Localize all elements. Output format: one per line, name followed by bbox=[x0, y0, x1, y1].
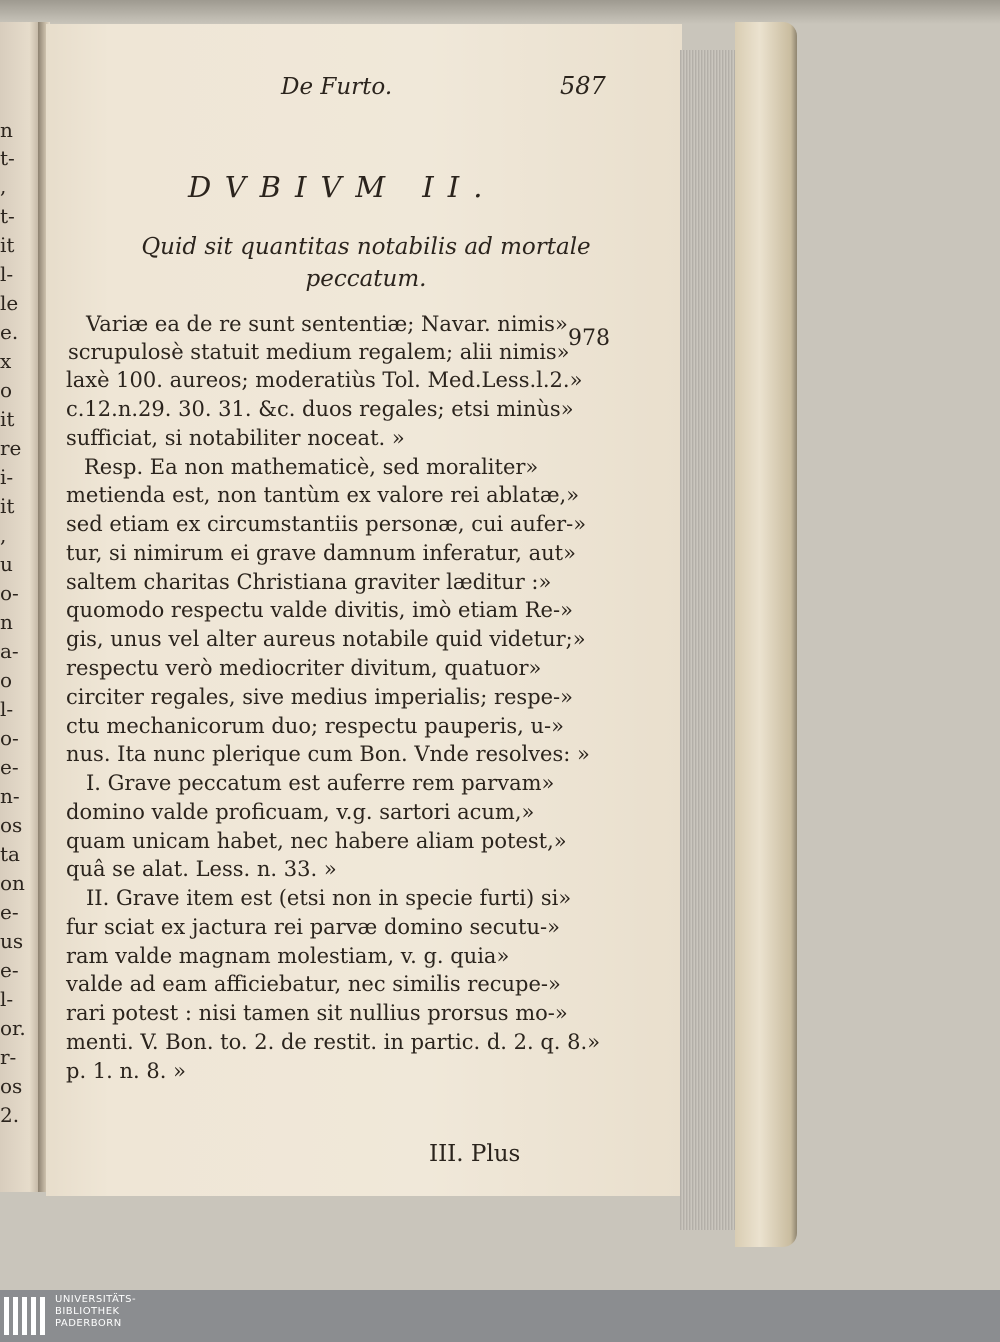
text-line: quâ se alat. Less. n. 33. » bbox=[66, 857, 337, 881]
text-line: rari potest : nisi tamen sit nullius prorsus mo-» bbox=[66, 1001, 568, 1025]
left-page-fragment: o bbox=[0, 668, 13, 692]
left-page-fragment: n bbox=[0, 610, 13, 634]
left-page-fragment: t- bbox=[0, 204, 15, 228]
left-page-fragment: u bbox=[0, 552, 13, 576]
left-page-fragment: a- bbox=[0, 639, 19, 663]
page-number: 587 bbox=[560, 72, 606, 100]
text-line: quam unicam habet, nec habere aliam potest,» bbox=[66, 829, 567, 853]
text-line: ctu mechanicorum duo; respectu pauperis, u-» bbox=[66, 714, 564, 738]
left-page-fragment: t- bbox=[0, 146, 15, 170]
library-name-line-1: UNIVERSITÄTS- bbox=[55, 1294, 137, 1305]
text-line: p. 1. n. 8. » bbox=[66, 1059, 186, 1083]
text-line: respectu verò mediocriter divitum, quatuor» bbox=[66, 656, 542, 680]
library-footer bbox=[0, 1290, 1000, 1342]
left-page-fragment: e. bbox=[0, 320, 19, 344]
section-subtitle: Quid sit quantitas notabilis ad mortale peccatum. bbox=[141, 234, 591, 292]
book-cover-edge bbox=[735, 22, 797, 1247]
text-line: circiter regales, sive medius imperialis; respe-» bbox=[66, 685, 574, 709]
library-name bbox=[55, 1294, 136, 1330]
text-line: Resp. Ea non mathematicè, sed moraliter» bbox=[84, 455, 539, 479]
book-top-shadow bbox=[0, 0, 1000, 24]
left-page-fragment: os bbox=[0, 1074, 23, 1098]
left-page-fragment: o- bbox=[0, 581, 19, 605]
page-edges bbox=[680, 50, 742, 1230]
left-page-fragment: , bbox=[0, 523, 7, 547]
left-page-fragment: it bbox=[0, 407, 15, 431]
text-line: valde ad eam afficiebatur, nec similis recupe-» bbox=[66, 972, 561, 996]
left-page-fragment: or. bbox=[0, 1016, 26, 1040]
left-page-fragment: 2. bbox=[0, 1103, 20, 1127]
text-line: quomodo respectu valde divitis, imò etiam Re-» bbox=[66, 598, 573, 622]
left-page-fragment: it bbox=[0, 494, 15, 518]
left-page-fragment: , bbox=[0, 174, 7, 198]
left-page-fragment: r- bbox=[0, 1045, 17, 1069]
left-page-fragment: ta bbox=[0, 842, 20, 866]
text-line: sed etiam ex circumstantiis personæ, cui aufer-» bbox=[66, 512, 587, 536]
left-page-fragment: l- bbox=[0, 987, 14, 1011]
text-line: I. Grave peccatum est auferre rem parvam» bbox=[86, 771, 555, 795]
text-line: scrupulosè statuit medium regalem; alii nimis» bbox=[68, 340, 570, 364]
left-page-fragment: it bbox=[0, 233, 15, 257]
text-line: Variæ ea de re sunt sententiæ; Navar. nimis» bbox=[86, 312, 568, 336]
left-page-fragment: os bbox=[0, 813, 23, 837]
library-name-line-2: BIBLIOTHEK bbox=[55, 1306, 120, 1317]
left-page-fragment: le bbox=[0, 291, 19, 315]
text-line: saltem charitas Christiana graviter læditur :» bbox=[66, 570, 552, 594]
text-line: gis, unus vel alter aureus notabile quid videtur;» bbox=[66, 627, 586, 651]
text-line: fur sciat ex jactura rei parvæ domino secutu-» bbox=[66, 915, 560, 939]
section-heading: DVBIVM II. bbox=[188, 170, 497, 204]
text-line: c.12.n.29. 30. 31. &c. duos regales; etsi minùs» bbox=[66, 397, 574, 421]
text-line: sufficiat, si notabiliter noceat. » bbox=[66, 426, 405, 450]
text-line: II. Grave item est (etsi non in specie furti) si» bbox=[86, 886, 572, 910]
left-page-fragment: e- bbox=[0, 755, 19, 779]
library-name-line-3: PADERBORN bbox=[55, 1318, 122, 1329]
left-page-fragment: l- bbox=[0, 262, 14, 286]
text-line: domino valde proficuam, v.g. sartori acum,» bbox=[66, 800, 535, 824]
running-head: De Furto. bbox=[281, 74, 393, 100]
left-page-fragment: o- bbox=[0, 726, 19, 750]
left-page-fragment: n bbox=[0, 118, 13, 142]
left-page-fragment: us bbox=[0, 929, 24, 953]
text-line: ram valde magnam molestiam, v. g. quia» bbox=[66, 944, 510, 968]
left-page-fragment: l- bbox=[0, 697, 14, 721]
text-line: metienda est, non tantùm ex valore rei ablatæ,» bbox=[66, 483, 580, 507]
text-line: nus. Ita nunc plerique cum Bon. Vnde resolves: » bbox=[66, 742, 590, 766]
library-logo-icon bbox=[3, 1295, 47, 1339]
left-page-fragment: x bbox=[0, 349, 12, 373]
left-page-fragment: i- bbox=[0, 465, 14, 489]
left-page-fragment: o bbox=[0, 378, 13, 402]
left-page-fragment: on bbox=[0, 871, 25, 895]
left-page-text-fragments bbox=[0, 0, 42, 1180]
text-line: menti. V. Bon. to. 2. de restit. in partic. d. 2. q. 8.» bbox=[66, 1030, 601, 1054]
left-page-fragment: re bbox=[0, 436, 22, 460]
text-line: tur, si nimirum ei grave damnum inferatur, aut» bbox=[66, 541, 576, 565]
left-page-fragment: e- bbox=[0, 958, 19, 982]
left-page-fragment: n- bbox=[0, 784, 20, 808]
text-line: laxè 100. aureos; moderatiùs Tol. Med.Less.l.2.» bbox=[66, 368, 583, 392]
right-page-text bbox=[46, 24, 682, 1196]
catchword: III. Plus bbox=[429, 1141, 521, 1167]
margin-number: 978 bbox=[568, 326, 610, 351]
left-page-fragment: e- bbox=[0, 900, 19, 924]
